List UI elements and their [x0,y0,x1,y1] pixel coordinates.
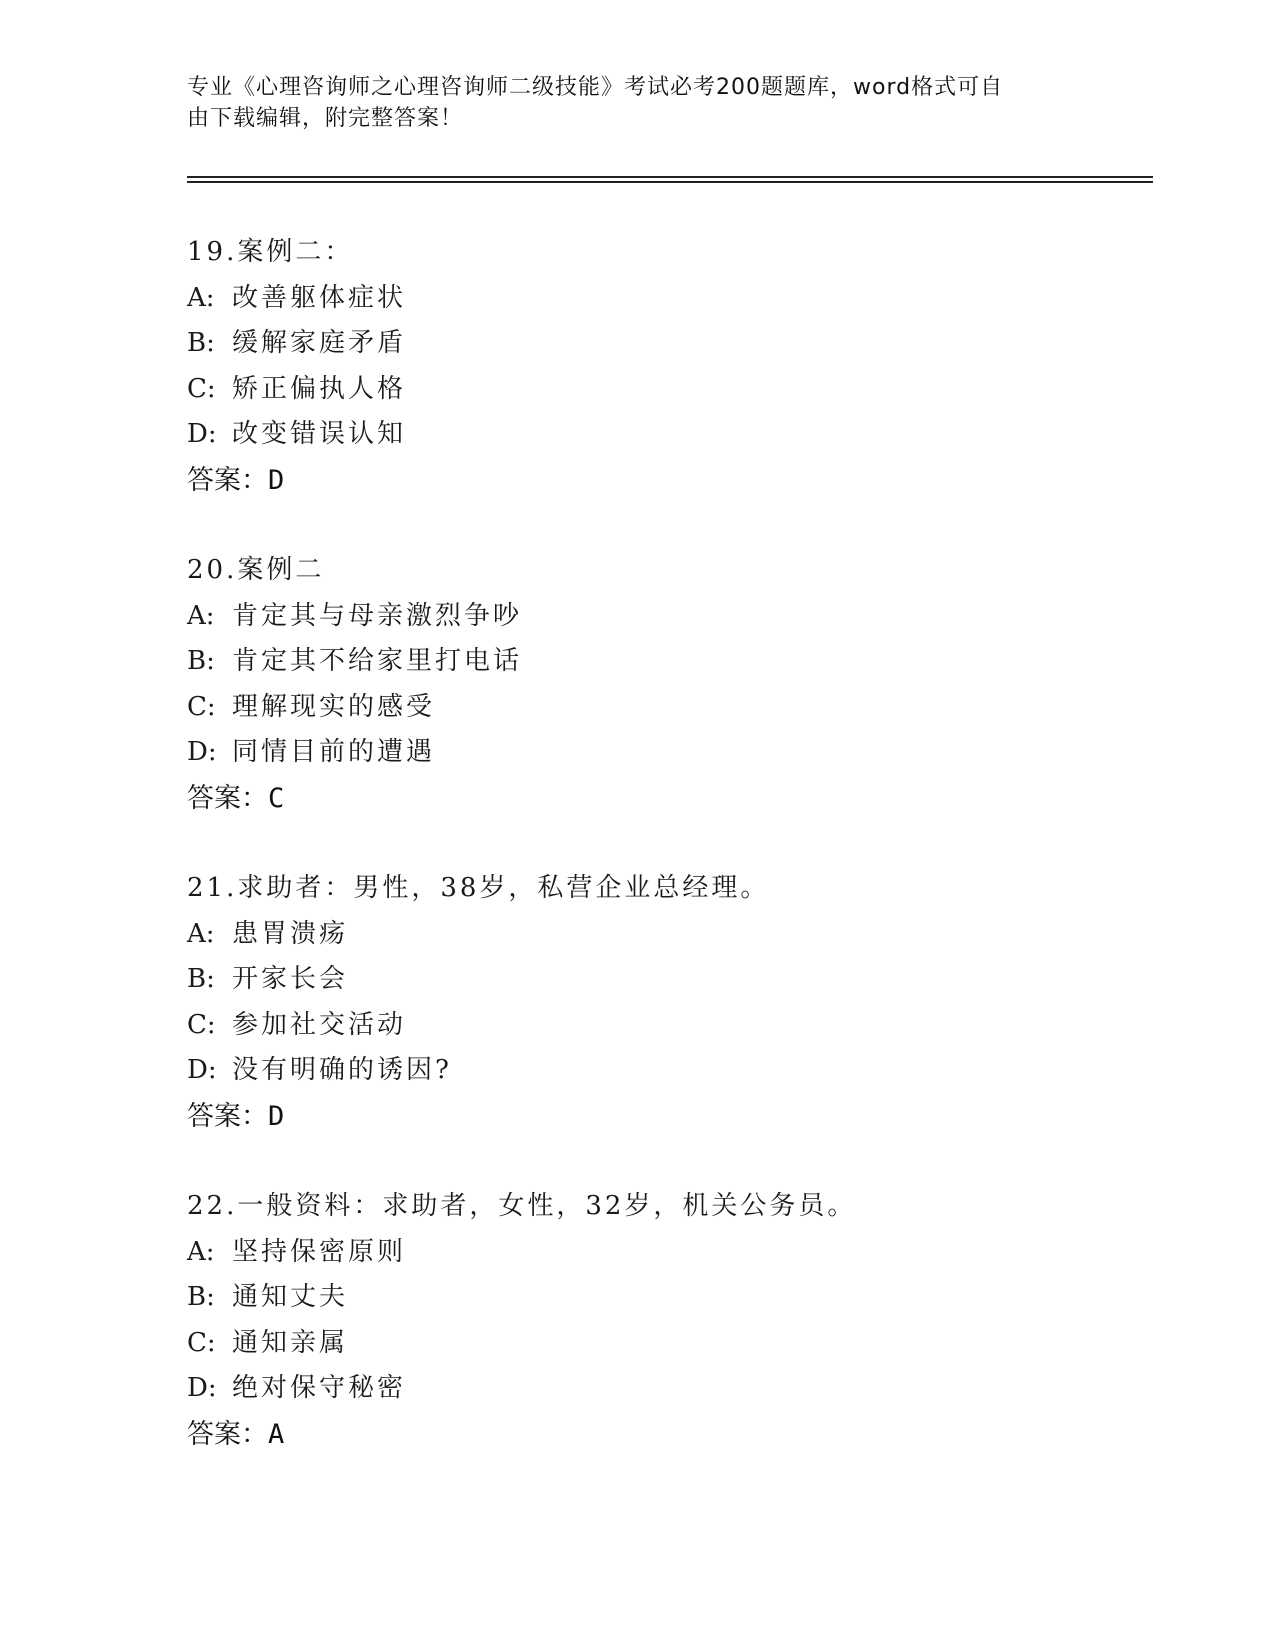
option-letter: C: [187,1009,216,1040]
option-letter: B: [187,646,215,676]
option-letter: C: [187,1327,216,1358]
answer-line [187,1094,1153,1140]
option-text: 缓解家庭矛盾 [232,328,407,358]
option-c [187,685,1153,731]
option-d [187,730,1153,776]
option-text: 矫正偏执人格 [232,373,407,404]
option-text: 改善躯体症状 [232,282,407,313]
answer-value: D [268,464,285,496]
answer-value: A [268,1418,285,1450]
option-letter: D: [187,419,217,449]
option-text: 肯定其与母亲激烈争吵 [232,600,523,631]
answer-line [187,458,1153,504]
option-d [187,1048,1153,1094]
answer-line [187,1412,1153,1458]
option-text: 没有明确的诱因? [232,1055,452,1085]
option-text: 绝对保守秘密 [232,1373,407,1403]
option-letter: A: [187,600,215,631]
option-d [187,412,1153,458]
question-22 [187,1184,1153,1457]
answer-label: 答案： [187,1100,268,1132]
option-d [187,1366,1153,1412]
question-21 [187,866,1153,1139]
option-b [187,639,1153,685]
option-letter: A: [187,918,215,949]
answer-line [187,776,1153,822]
option-text: 同情目前的遭遇 [232,737,436,767]
question-title: 19.案例二： [187,237,354,267]
option-letter: A: [187,282,215,313]
option-letter: A: [187,1236,215,1267]
option-letter: D: [187,1373,217,1403]
answer-value: C [268,782,285,814]
option-letter: B: [187,1282,215,1312]
option-text: 开家长会 [232,964,349,994]
option-c [187,1003,1153,1049]
option-letter: B: [187,328,215,358]
option-text: 通知亲属 [232,1327,349,1358]
option-c [187,367,1153,413]
question-list [187,230,1153,1502]
answer-label: 答案： [187,1418,268,1450]
option-b [187,321,1153,367]
option-letter: B: [187,964,215,994]
option-letter: C: [187,691,216,722]
option-a [187,912,1153,958]
option-letter: D: [187,1055,217,1085]
option-text: 理解现实的感受 [232,691,436,722]
header-line-2: 由下载编辑，附完整答案！ [187,106,464,131]
option-c [187,1321,1153,1367]
option-text: 患胃溃疡 [232,918,349,949]
header-divider-bottom [187,181,1153,183]
question-title: 21.求助者：男性，38岁，私营企业总经理。 [187,873,770,903]
option-letter: C: [187,373,216,404]
option-b [187,1275,1153,1321]
option-text: 坚持保密原则 [232,1236,407,1267]
question-title: 20.案例二 [187,555,325,585]
option-a [187,594,1153,640]
question-title: 22.一般资料：求助者，女性，32岁，机关公务员。 [187,1191,857,1221]
header-line-1: 专业《心理咨询师之心理咨询师二级技能》考试必考200题题库，word格式可自 [187,75,1004,100]
document-header [187,72,1067,134]
answer-label: 答案： [187,464,268,496]
option-b [187,957,1153,1003]
option-text: 参加社交活动 [232,1009,407,1040]
answer-label: 答案： [187,782,268,814]
option-letter: D: [187,737,217,767]
question-20 [187,548,1153,821]
option-text: 肯定其不给家里打电话 [232,646,523,676]
option-text: 改变错误认知 [232,419,407,449]
option-a [187,1230,1153,1276]
option-a [187,276,1153,322]
answer-value: D [268,1100,285,1132]
header-divider-top [187,176,1153,178]
option-text: 通知丈夫 [232,1282,349,1312]
question-19 [187,230,1153,503]
